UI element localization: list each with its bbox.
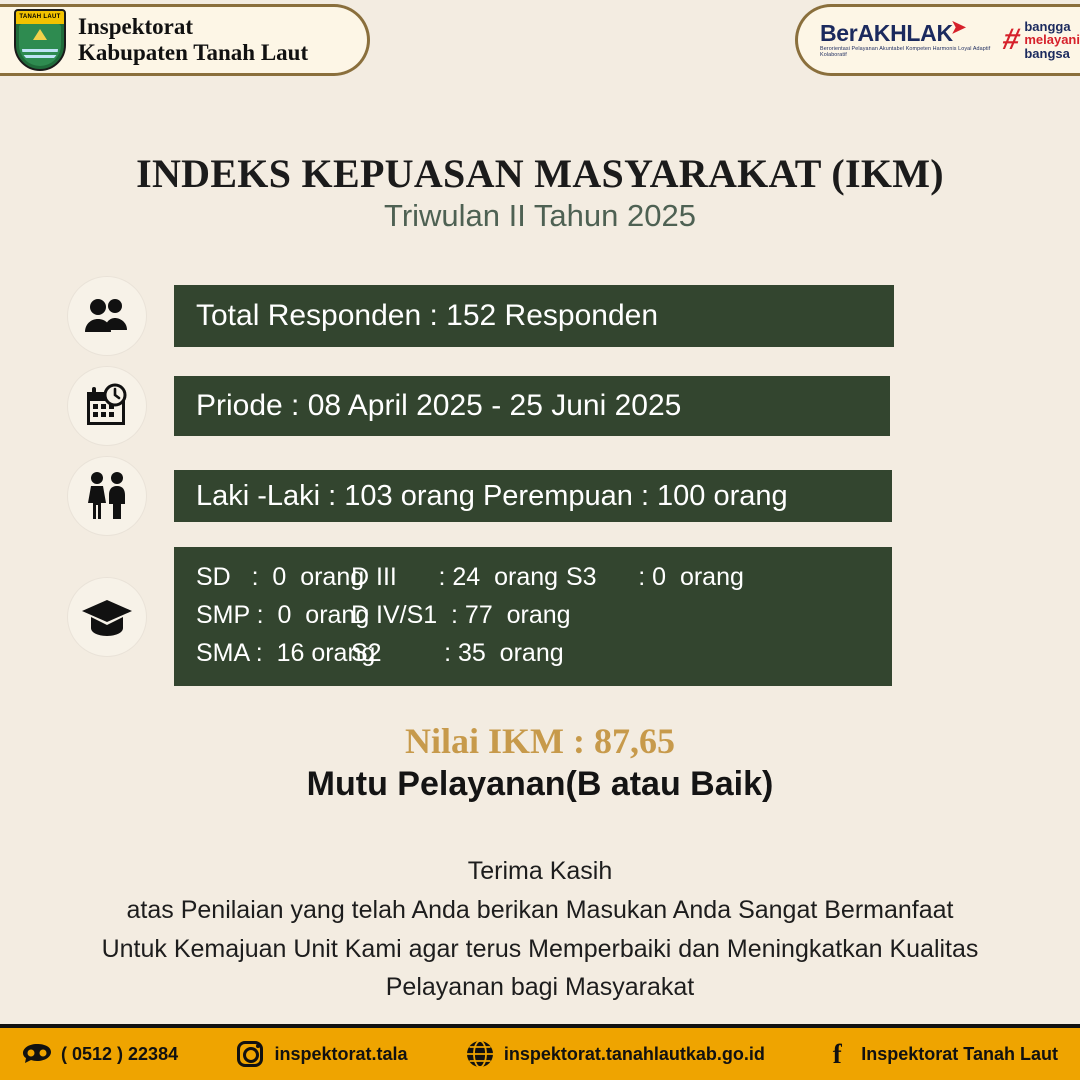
footer-phone[interactable] bbox=[22, 1039, 178, 1069]
row-gender bbox=[68, 457, 1080, 535]
education-breakdown bbox=[174, 547, 892, 686]
facebook-page: Inspektorat Tanah Laut bbox=[861, 1043, 1058, 1064]
facebook-icon: f bbox=[832, 1038, 842, 1069]
gender-value: Laki -Laki : 103 orang Perempuan : 100 orang bbox=[174, 470, 892, 522]
edu-cell bbox=[566, 599, 872, 633]
arrow-icon: ➤ bbox=[950, 17, 966, 38]
instagram-handle: inspektorat.tala bbox=[274, 1043, 408, 1064]
priode-value: Priode : 08 April 2025 - 25 Juni 2025 bbox=[174, 376, 890, 436]
globe-icon bbox=[465, 1039, 495, 1069]
bangga-melayani-bangsa-logo bbox=[999, 18, 1080, 61]
berakhlak-logo bbox=[820, 17, 966, 47]
edu-cell: SD : 0 orang bbox=[196, 563, 365, 591]
users-icon bbox=[68, 277, 146, 355]
page-footer bbox=[0, 1024, 1080, 1080]
institution-badge bbox=[0, 4, 370, 76]
total-responden-value: Total Responden : 152 Responden bbox=[174, 285, 894, 347]
edu-cell: S2 : 35 orang bbox=[351, 638, 564, 667]
row-priode bbox=[68, 367, 1080, 445]
berakhlak-badge bbox=[795, 4, 1080, 76]
page-subtitle: Triwulan II Tahun 2025 bbox=[384, 198, 696, 233]
calendar-clock-icon bbox=[68, 367, 146, 445]
info-rows bbox=[68, 277, 1080, 698]
thanks-message bbox=[0, 852, 1080, 1007]
phone-icon bbox=[22, 1039, 52, 1069]
service-quality: Mutu Pelayanan(B atau Baik) bbox=[306, 765, 774, 803]
thanks-line-2: atas Penilaian yang telah Anda berikan Masukan Anda Sangat Bermanfaat bbox=[126, 895, 954, 924]
thanks-line-1: Terima Kasih bbox=[467, 857, 613, 885]
row-education bbox=[68, 547, 1080, 686]
edu-cell: SMP : 0 orang bbox=[196, 600, 370, 629]
edu-cell: SMA : 16 orang bbox=[196, 638, 376, 667]
berakhlak-values: Berorientasi Pelayanan Akuntabel Kompeten Harmonis Loyal Adaptif Kolaboratif bbox=[820, 46, 991, 58]
male-female-icon bbox=[68, 457, 146, 535]
edu-cell bbox=[566, 637, 872, 671]
ikm-score: Nilai IKM : 87,65 bbox=[405, 721, 675, 761]
bangga-line-3: bangsa bbox=[1024, 45, 1070, 61]
footer-instagram[interactable] bbox=[235, 1039, 407, 1069]
edu-cell: D III : 24 orang bbox=[351, 563, 559, 591]
row-responden bbox=[68, 277, 1080, 355]
website-url: inspektorat.tanahlautkab.go.id bbox=[503, 1043, 765, 1064]
graduation-cap-icon bbox=[68, 578, 146, 656]
footer-facebook[interactable] bbox=[822, 1039, 1058, 1069]
instagram-icon bbox=[235, 1039, 265, 1069]
thanks-line-4: Pelayanan bagi Masyarakat bbox=[385, 973, 695, 1002]
institution-line-1: Inspektorat bbox=[78, 13, 194, 39]
edu-cell: D IV/S1 : 77 orang bbox=[351, 600, 571, 629]
institution-line-2: Kabupaten Tanah Laut bbox=[78, 40, 309, 65]
bangga-line-1: bangga bbox=[1024, 18, 1071, 34]
page-title: INDEKS KEPUASAN MASYARAKAT (IKM) bbox=[136, 151, 944, 196]
bangga-mark-icon: # bbox=[999, 22, 1023, 56]
edu-cell: S3 : 0 orang bbox=[566, 563, 744, 591]
bangga-line-2: melayani bbox=[1024, 32, 1080, 48]
phone-number: ( 0512 ) 22384 bbox=[61, 1043, 179, 1064]
berakhlak-text: BerAKHLAK bbox=[820, 20, 953, 47]
coat-of-arms-icon bbox=[14, 9, 66, 71]
crest-label: TANAH LAUT bbox=[16, 11, 64, 24]
thanks-line-3: Untuk Kemajuan Unit Kami agar terus Memperbaiki dan Meningkatkan Kualitas bbox=[101, 934, 979, 963]
footer-website[interactable] bbox=[465, 1039, 765, 1069]
page-header bbox=[0, 0, 1080, 82]
